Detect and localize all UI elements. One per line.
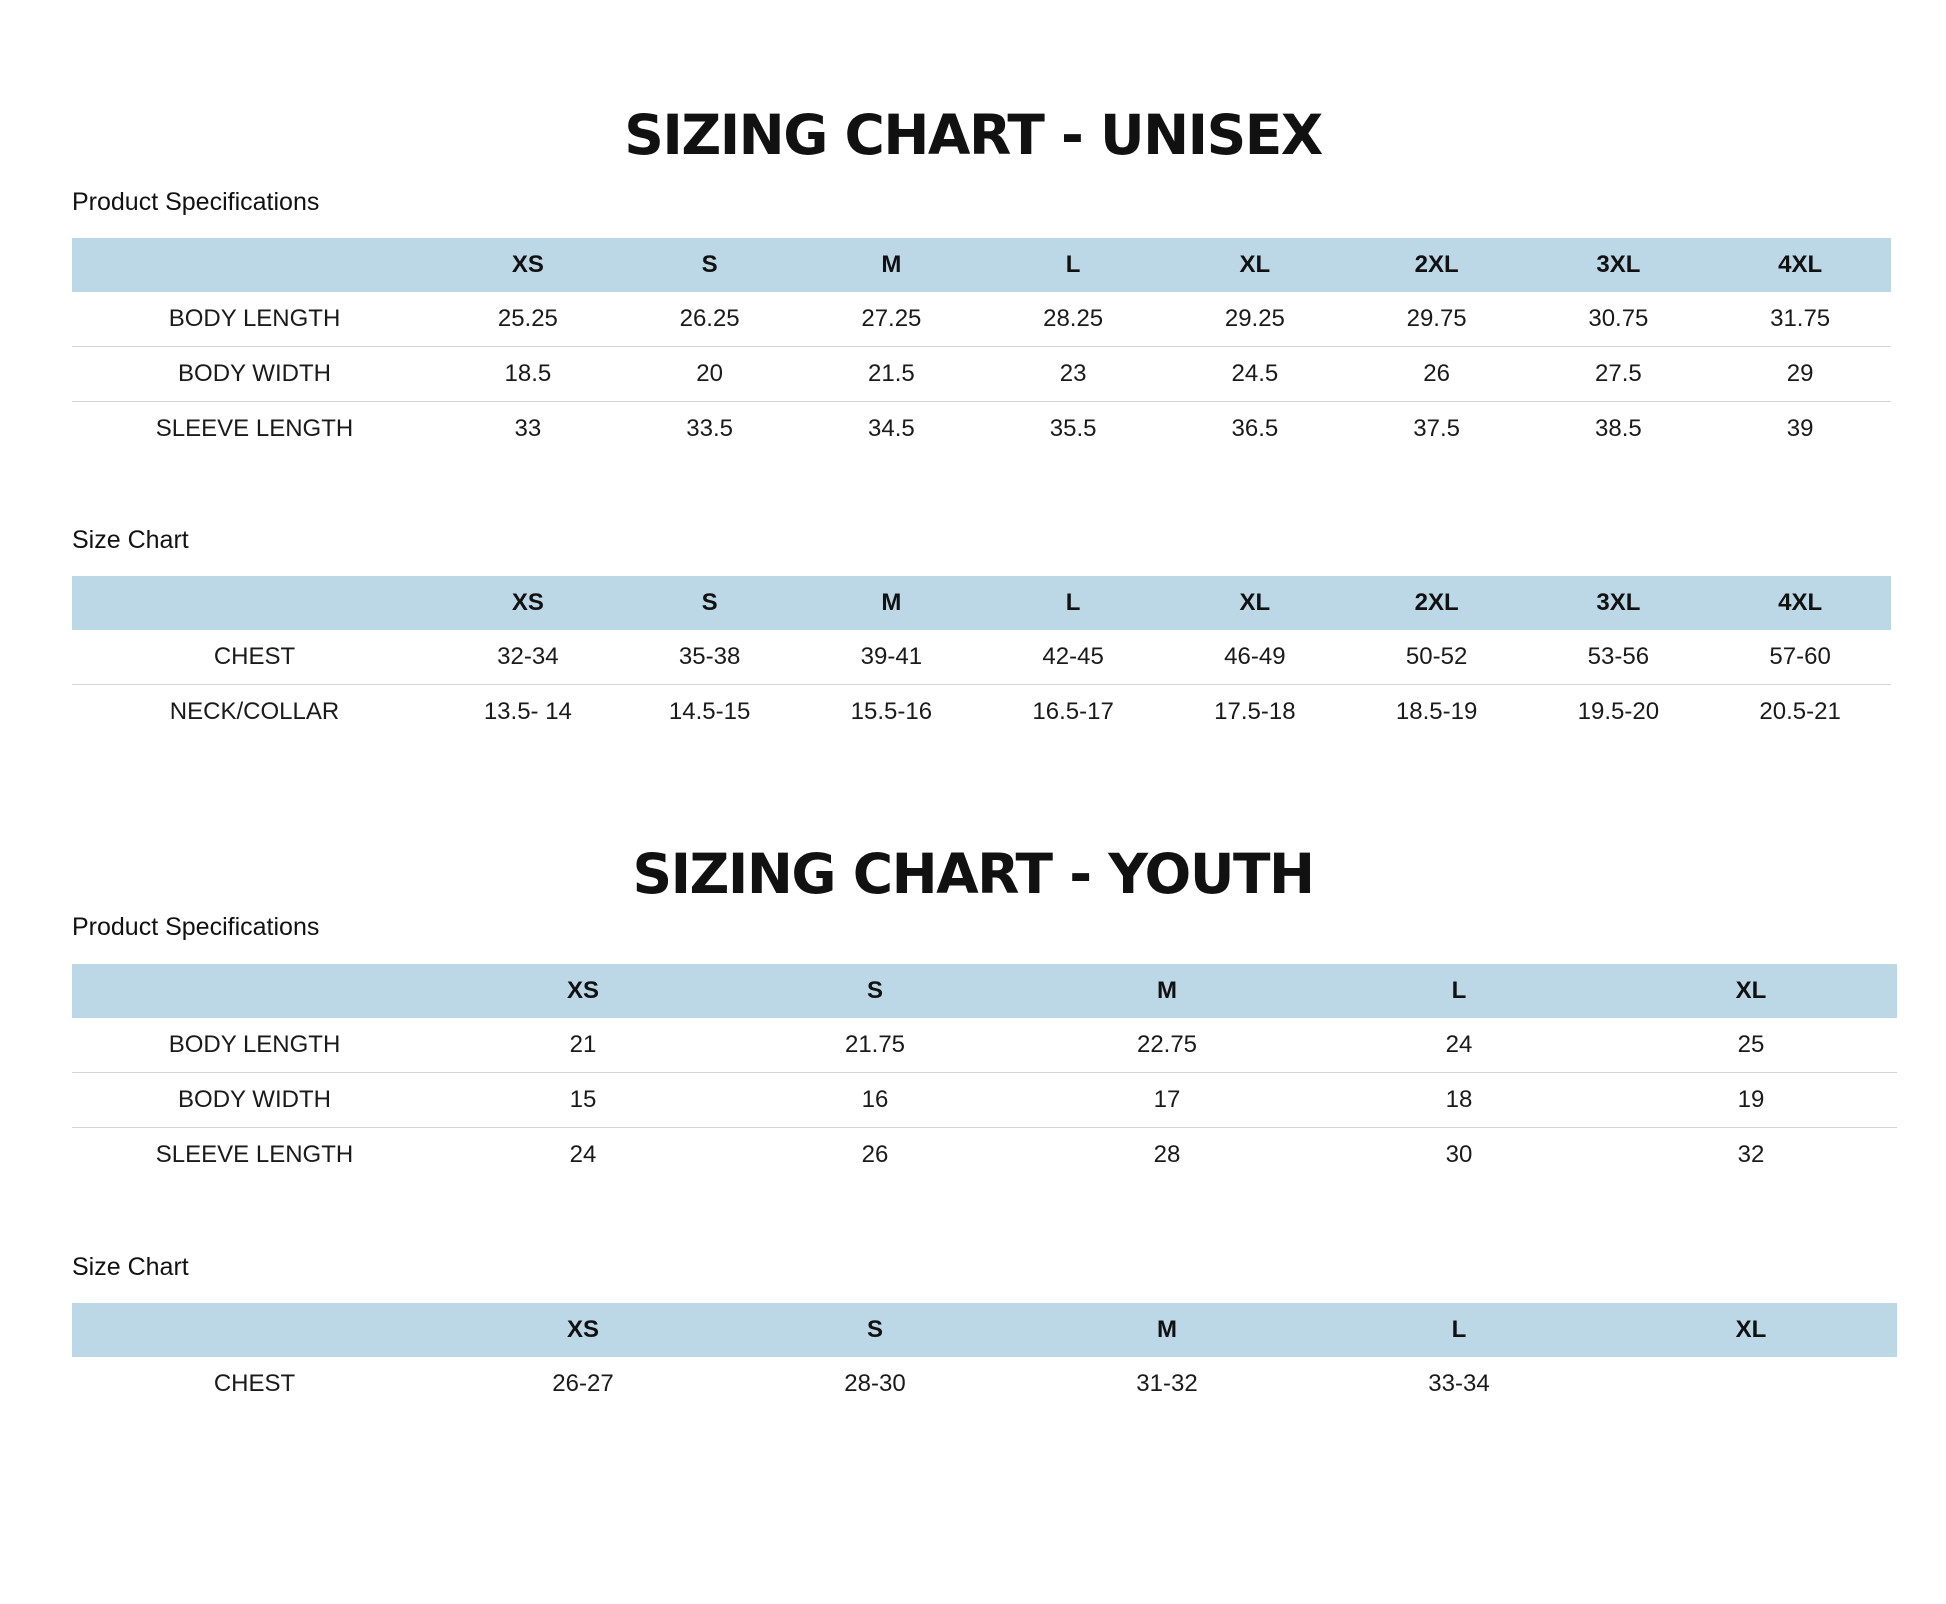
table-cell: 24 <box>1445 1031 1473 1058</box>
size-header-xs: XS <box>566 1316 599 1343</box>
size-header-3xl: 3XL <box>1596 589 1641 616</box>
table-cell: 27.5 <box>1528 347 1710 402</box>
table-cell: 25.25 <box>497 305 558 332</box>
table-cell: 29.25 <box>1224 305 1285 332</box>
table-cell: 17.5-18 <box>1164 685 1346 740</box>
table-cell: 21.5 <box>801 347 983 402</box>
table-cell: 13.5- 14 <box>437 685 619 740</box>
size-header-2xl: 2XL <box>1414 251 1459 278</box>
table-cell: 28 <box>1021 1128 1313 1183</box>
table-cell: 23 <box>982 347 1164 402</box>
size-header-2xl: 2XL <box>1414 589 1459 616</box>
table-cell: 35.5 <box>982 402 1164 457</box>
header-blank-cell <box>72 576 437 630</box>
size-header-row <box>72 964 1897 1018</box>
youth-specs-label: Product Specifications <box>72 913 320 941</box>
size-header-3xl: 3XL <box>1596 251 1641 278</box>
table-cell: 19 <box>1605 1073 1897 1128</box>
size-header-row <box>72 238 1891 292</box>
sleeve-length-row <box>72 402 1891 457</box>
table-cell: 37.5 <box>1346 402 1528 457</box>
chest-row <box>72 630 1891 685</box>
size-header-l: L <box>1451 1316 1467 1343</box>
size-header-4xl: 4XL <box>1778 589 1823 616</box>
header-blank-cell <box>72 964 437 1018</box>
table-cell: 28-30 <box>844 1370 906 1397</box>
table-cell: 39 <box>1709 402 1891 457</box>
row-label: BODY WIDTH <box>72 347 437 402</box>
size-header-l: L <box>1065 251 1081 278</box>
size-header-l: L <box>1451 977 1467 1004</box>
chest-row <box>72 1357 1897 1411</box>
row-label: BODY WIDTH <box>72 1073 437 1128</box>
body-width-row <box>72 1073 1897 1128</box>
table-cell: 26 <box>1346 347 1528 402</box>
row-label: NECK/COLLAR <box>72 685 437 740</box>
table-cell: 42-45 <box>1042 643 1104 670</box>
youth-title: SIZING CHART - YOUTH <box>632 842 1314 906</box>
row-label: CHEST <box>213 1370 296 1397</box>
table-cell: 28.25 <box>1043 305 1104 332</box>
table-cell: 30 <box>1313 1128 1605 1183</box>
youth-size-chart-table <box>72 1303 1897 1411</box>
table-cell: 53-56 <box>1587 643 1650 670</box>
row-label: SLEEVE LENGTH <box>72 402 437 457</box>
table-cell: 36.5 <box>1164 402 1346 457</box>
unisex-title: SIZING CHART - UNISEX <box>624 103 1322 167</box>
table-cell: 31-32 <box>1136 1370 1198 1397</box>
table-cell: 50-52 <box>1405 643 1468 670</box>
size-header-l: L <box>1065 589 1081 616</box>
size-header-s: S <box>866 1316 883 1343</box>
unisex-size-chart-label: Size Chart <box>72 526 189 554</box>
table-cell: 32-34 <box>497 643 559 670</box>
size-header-xs: XS <box>511 251 544 278</box>
row-label: BODY LENGTH <box>168 305 341 332</box>
table-cell: 34.5 <box>801 402 983 457</box>
size-header-xl: XL <box>1239 589 1271 616</box>
size-header-xl: XL <box>1239 251 1271 278</box>
table-cell <box>1605 1357 1897 1411</box>
table-cell: 21 <box>569 1031 597 1058</box>
table-cell: 18.5-19 <box>1346 685 1528 740</box>
body-width-row <box>72 347 1891 402</box>
table-cell: 27.25 <box>861 305 922 332</box>
table-cell: 24.5 <box>1164 347 1346 402</box>
row-label: BODY LENGTH <box>168 1031 341 1058</box>
table-cell: 35-38 <box>678 643 741 670</box>
table-cell: 24 <box>437 1128 729 1183</box>
table-cell: 15 <box>437 1073 729 1128</box>
sleeve-length-row <box>72 1128 1897 1183</box>
size-header-xl: XL <box>1735 1316 1767 1343</box>
body-length-row <box>72 1018 1897 1073</box>
size-header-s: S <box>701 589 718 616</box>
table-cell: 20.5-21 <box>1709 685 1891 740</box>
table-cell: 29 <box>1709 347 1891 402</box>
table-cell: 16 <box>729 1073 1021 1128</box>
table-cell: 26 <box>729 1128 1021 1183</box>
size-header-xs: XS <box>566 977 599 1004</box>
table-cell: 26-27 <box>552 1370 614 1397</box>
table-cell: 33 <box>437 402 619 457</box>
unisex-specs-label: Product Specifications <box>72 188 320 216</box>
table-cell: 31.75 <box>1770 305 1831 332</box>
size-header-m: M <box>881 589 902 616</box>
table-cell: 18.5 <box>437 347 619 402</box>
size-header-row <box>72 576 1891 630</box>
unisex-specs-table <box>72 238 1891 456</box>
table-cell: 29.75 <box>1406 305 1467 332</box>
table-cell: 20 <box>619 347 801 402</box>
size-header-s: S <box>701 251 718 278</box>
table-cell: 16.5-17 <box>982 685 1164 740</box>
table-cell: 18 <box>1313 1073 1605 1128</box>
table-cell: 14.5-15 <box>619 685 801 740</box>
table-cell: 22.75 <box>1136 1031 1198 1058</box>
table-cell: 39-41 <box>860 643 923 670</box>
size-header-xs: XS <box>511 589 544 616</box>
body-length-row <box>72 292 1891 347</box>
row-label: CHEST <box>213 643 296 670</box>
table-cell: 25 <box>1737 1031 1765 1058</box>
size-header-4xl: 4XL <box>1778 251 1823 278</box>
size-header-xl: XL <box>1735 977 1767 1004</box>
table-cell: 30.75 <box>1588 305 1649 332</box>
neck-collar-row <box>72 685 1891 740</box>
table-cell: 33-34 <box>1428 1370 1490 1397</box>
size-header-row <box>72 1303 1897 1357</box>
unisex-size-chart-table <box>72 576 1891 739</box>
table-cell: 21.75 <box>844 1031 906 1058</box>
size-header-s: S <box>866 977 883 1004</box>
youth-specs-table <box>72 964 1897 1182</box>
table-cell: 38.5 <box>1528 402 1710 457</box>
table-cell: 26.25 <box>679 305 740 332</box>
size-header-m: M <box>1157 977 1177 1004</box>
table-cell: 32 <box>1605 1128 1897 1183</box>
table-cell: 19.5-20 <box>1528 685 1710 740</box>
table-cell: 15.5-16 <box>801 685 983 740</box>
table-cell: 17 <box>1021 1073 1313 1128</box>
youth-size-chart-label: Size Chart <box>72 1253 189 1281</box>
table-cell: 33.5 <box>619 402 801 457</box>
table-cell: 57-60 <box>1769 643 1831 670</box>
table-cell: 46-49 <box>1224 643 1286 670</box>
size-header-m: M <box>881 251 902 278</box>
row-label: SLEEVE LENGTH <box>72 1128 437 1183</box>
size-header-m: M <box>1157 1316 1177 1343</box>
header-blank-cell <box>72 1303 437 1357</box>
header-blank-cell <box>72 238 437 292</box>
